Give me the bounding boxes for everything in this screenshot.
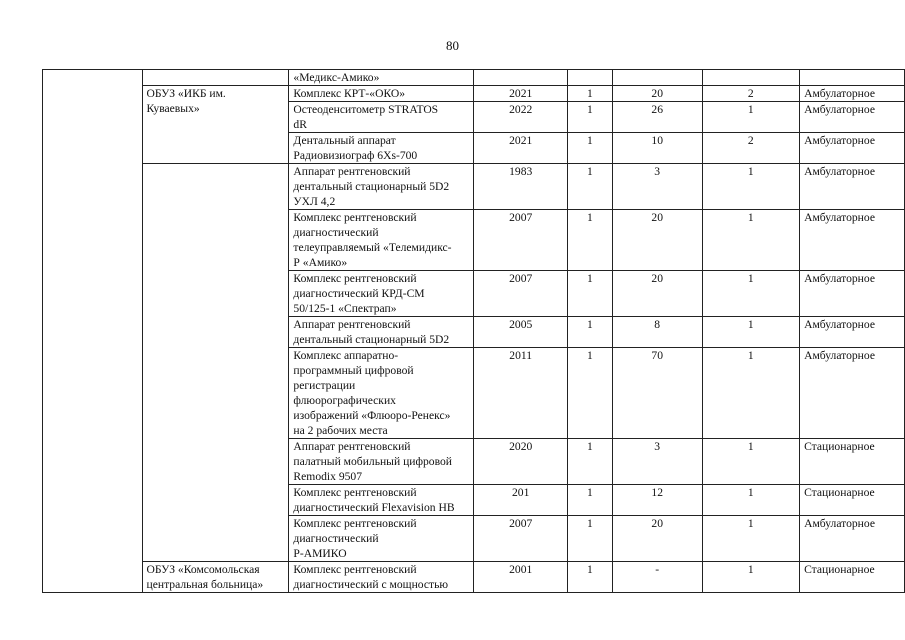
hours-cell: 20 — [612, 271, 702, 317]
equipment-cell: Дентальный аппарат Радиовизиограф 6Xs-700 — [289, 133, 474, 164]
equipment-cell: Остеоденситометр STRATOS dR — [289, 102, 474, 133]
qty-cell: 1 — [568, 562, 613, 593]
equipment-cell: Аппарат рентгеновский дентальный стационарный 5D2 — [289, 317, 474, 348]
type-cell: Амбулаторное — [800, 133, 905, 164]
table-row — [43, 562, 905, 593]
year-cell — [474, 70, 568, 86]
equipment-cell: Аппарат рентгеновский палатный мобильный цифровой Remodix 9507 — [289, 439, 474, 485]
qty-cell: 1 — [568, 86, 613, 102]
qty-cell: 1 — [568, 317, 613, 348]
year-cell: 2011 — [474, 348, 568, 439]
type-cell: Амбулаторное — [800, 317, 905, 348]
year-cell: 2020 — [474, 439, 568, 485]
equipment-cell: Комплекс рентгеновский диагностический Flexavision HB — [289, 485, 474, 516]
type-cell — [800, 70, 905, 86]
type-cell: Стационарное — [800, 485, 905, 516]
year-cell: 2007 — [474, 210, 568, 271]
hours-cell: 10 — [612, 133, 702, 164]
equipment-cell: Комплекс аппаратно- программный цифровой регистрации флюорографических изображений «Флюоро-Ренекс» на 2 рабочих места — [289, 348, 474, 439]
equipment-cell: «Медикс-Амико» — [289, 70, 474, 86]
shifts-cell: 1 — [702, 516, 800, 562]
shifts-cell: 2 — [702, 86, 800, 102]
shifts-cell: 1 — [702, 102, 800, 133]
shifts-cell: 1 — [702, 439, 800, 485]
type-cell: Стационарное — [800, 562, 905, 593]
qty-cell: 1 — [568, 133, 613, 164]
shifts-cell: 1 — [702, 271, 800, 317]
hours-cell: 3 — [612, 164, 702, 210]
equipment-cell: Комплекс рентгеновский диагностический телеуправляемый «Телемидикс- Р «Амико» — [289, 210, 474, 271]
shifts-cell: 1 — [702, 210, 800, 271]
type-cell: Амбулаторное — [800, 516, 905, 562]
type-cell: Амбулаторное — [800, 271, 905, 317]
year-cell: 2001 — [474, 562, 568, 593]
shifts-cell: 1 — [702, 348, 800, 439]
year-cell: 2022 — [474, 102, 568, 133]
qty-cell: 1 — [568, 516, 613, 562]
year-cell: 2021 — [474, 133, 568, 164]
year-cell: 2007 — [474, 271, 568, 317]
org-cell: ОБУЗ «ИКБ им. Куваевых» — [142, 86, 289, 164]
shifts-cell: 1 — [702, 562, 800, 593]
equipment-table — [42, 69, 905, 593]
hours-cell: 12 — [612, 485, 702, 516]
table-row — [43, 164, 905, 210]
year-cell: 1983 — [474, 164, 568, 210]
qty-cell: 1 — [568, 102, 613, 133]
qty-cell — [568, 70, 613, 86]
hours-cell: 20 — [612, 86, 702, 102]
year-cell: 2005 — [474, 317, 568, 348]
equipment-cell: Аппарат рентгеновский дентальный стационарный 5D2 УХЛ 4,2 — [289, 164, 474, 210]
table-row — [43, 70, 905, 86]
org-cell — [142, 164, 289, 562]
org-cell: ОБУЗ «Комсомольская центральная больница» — [142, 562, 289, 593]
table-row — [43, 86, 905, 102]
type-cell: Амбулаторное — [800, 210, 905, 271]
region-cell — [43, 70, 143, 593]
hours-cell: 20 — [612, 516, 702, 562]
qty-cell: 1 — [568, 485, 613, 516]
qty-cell: 1 — [568, 210, 613, 271]
type-cell: Амбулаторное — [800, 102, 905, 133]
type-cell: Амбулаторное — [800, 164, 905, 210]
year-cell: 2021 — [474, 86, 568, 102]
qty-cell: 1 — [568, 164, 613, 210]
org-cell — [142, 70, 289, 86]
type-cell: Амбулаторное — [800, 86, 905, 102]
shifts-cell: 1 — [702, 164, 800, 210]
hours-cell: 70 — [612, 348, 702, 439]
type-cell: Амбулаторное — [800, 348, 905, 439]
qty-cell: 1 — [568, 439, 613, 485]
hours-cell: 26 — [612, 102, 702, 133]
type-cell: Стационарное — [800, 439, 905, 485]
shifts-cell: 1 — [702, 485, 800, 516]
equipment-cell: Комплекс рентгеновский диагностический КРД-СМ 50/125-1 «Спектрап» — [289, 271, 474, 317]
qty-cell: 1 — [568, 348, 613, 439]
page-number: 80 — [446, 38, 459, 53]
shifts-cell: 2 — [702, 133, 800, 164]
hours-cell: 3 — [612, 439, 702, 485]
shifts-cell: 1 — [702, 317, 800, 348]
equipment-cell: Комплекс КРТ-«ОКО» — [289, 86, 474, 102]
hours-cell: 8 — [612, 317, 702, 348]
hours-cell — [612, 70, 702, 86]
year-cell: 2007 — [474, 516, 568, 562]
equipment-cell: Комплекс рентгеновский диагностический с мощностью — [289, 562, 474, 593]
equipment-cell: Комплекс рентгеновский диагностический Р-АМИКО — [289, 516, 474, 562]
hours-cell: 20 — [612, 210, 702, 271]
year-cell: 201 — [474, 485, 568, 516]
qty-cell: 1 — [568, 271, 613, 317]
hours-cell: - — [612, 562, 702, 593]
shifts-cell — [702, 70, 800, 86]
